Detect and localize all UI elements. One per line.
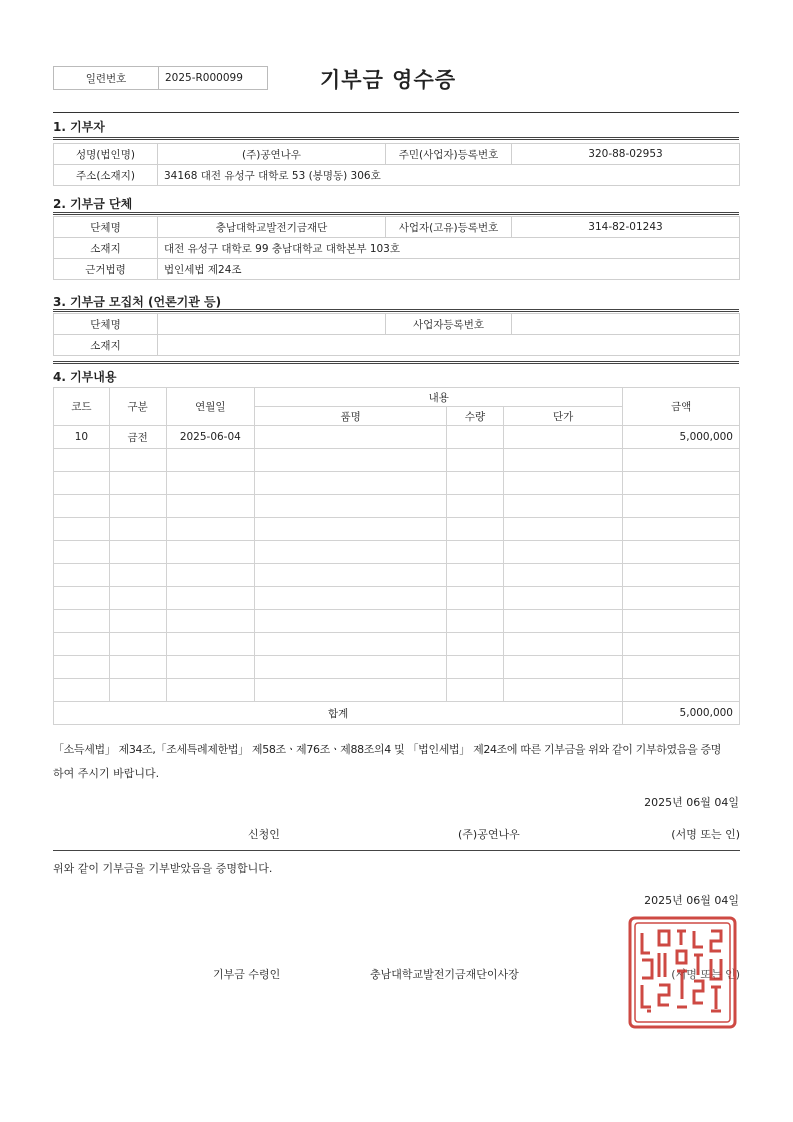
receiver-label: 기부금 수령인 [213, 968, 281, 981]
table-row-empty [54, 495, 740, 518]
org-name-label: 단체명 [54, 217, 158, 238]
donor-table [53, 143, 740, 186]
col-amount-header: 금액 [623, 388, 740, 426]
table-row-empty [54, 564, 740, 587]
section-details-heading: 4. 기부내용 [53, 370, 117, 384]
table-row-empty [54, 679, 740, 702]
section-donor-heading: 1. 기부자 [53, 120, 105, 134]
collector-reg-value [512, 314, 740, 335]
collector-reg-label: 사업자등록번호 [386, 314, 512, 335]
section-org-rule [53, 212, 739, 215]
certification-date: 2025년 06월 04일 [644, 894, 739, 907]
serial-value: 2025-R000099 [159, 67, 268, 90]
section-collector-rule [53, 309, 739, 312]
certification-text: 위와 같이 기부금을 기부받았음을 증명합니다. [53, 862, 273, 875]
collector-addr-label: 소재지 [54, 335, 158, 356]
donor-reg-value: 320-88-02953 [512, 144, 740, 165]
total-value: 5,000,000 [623, 702, 740, 725]
applicant-value: (주)공연나우 [458, 828, 520, 841]
row-amount: 5,000,000 [623, 426, 740, 449]
applicant-sign-note: (서명 또는 인) [671, 828, 740, 841]
total-row [54, 702, 740, 725]
top-divider [53, 112, 739, 113]
official-seal-icon [627, 915, 738, 1030]
details-table [53, 387, 740, 725]
receiver-sign-note: (서명 또는 인) [671, 968, 740, 981]
col-code-header: 코드 [54, 388, 110, 426]
col-date-header: 연월일 [166, 388, 255, 426]
statement-text [53, 738, 743, 786]
org-addr-value: 대전 유성구 대학로 99 충남대학교 대학본부 103호 [158, 238, 740, 259]
receiver-value: 충남대학교발전기금재단이사장 [370, 968, 519, 981]
statement-line-1: 「소득세법」 제34조,「조세특례제한법」 제58조ㆍ제76조ㆍ제88조의4 및 「법인세법」 제24조에 따른 기부금을 위와 같이 기부하였음을 증명 [53, 743, 722, 756]
section-details-rule [53, 361, 739, 364]
collector-name-label: 단체명 [54, 314, 158, 335]
col-unit-header: 단가 [503, 407, 622, 426]
col-qty-header: 수량 [447, 407, 504, 426]
section-collector-heading: 3. 기부금 모집처 (언론기관 등) [53, 295, 222, 309]
org-name-value: 충남대학교발전기금재단 [158, 217, 386, 238]
donor-name-label: 성명(법인명) [54, 144, 158, 165]
org-law-value: 법인세법 제24조 [158, 259, 740, 280]
col-content-header: 내용 [255, 388, 623, 407]
section-org-heading: 2. 기부금 단체 [53, 197, 133, 211]
table-row-empty [54, 449, 740, 472]
col-item-header: 품명 [255, 407, 447, 426]
serial-label: 일련번호 [54, 67, 159, 90]
total-label: 합계 [54, 702, 623, 725]
table-row-empty [54, 656, 740, 679]
table-row-empty [54, 633, 740, 656]
serial-box [53, 66, 268, 90]
donor-name-value: (주)공연나우 [158, 144, 386, 165]
section-donor-rule [53, 137, 739, 140]
statement-date: 2025년 06월 04일 [644, 796, 739, 809]
statement-line-2: 하여 주시기 바랍니다. [53, 767, 160, 780]
org-addr-label: 소재지 [54, 238, 158, 259]
table-row-empty [54, 587, 740, 610]
collector-table [53, 313, 740, 356]
collector-name-value [158, 314, 386, 335]
applicant-label: 신청인 [248, 828, 280, 841]
table-row-empty [54, 472, 740, 495]
table-row [54, 426, 740, 449]
org-reg-label: 사업자(고유)등록번호 [386, 217, 512, 238]
org-table [53, 216, 740, 280]
row-type: 금전 [109, 426, 166, 449]
collector-addr-value [158, 335, 740, 356]
row-unit [503, 426, 622, 449]
table-row-empty [54, 610, 740, 633]
row-qty [447, 426, 504, 449]
row-item [255, 426, 447, 449]
org-reg-value: 314-82-01243 [512, 217, 740, 238]
donor-reg-label: 주민(사업자)등록번호 [386, 144, 512, 165]
org-law-label: 근거법령 [54, 259, 158, 280]
col-type-header: 구분 [109, 388, 166, 426]
donor-addr-value: 34168 대전 유성구 대학로 53 (봉명동) 306호 [158, 165, 740, 186]
table-row-empty [54, 518, 740, 541]
page-title: 기부금 영수증 [320, 68, 457, 92]
donor-addr-label: 주소(소재지) [54, 165, 158, 186]
table-row-empty [54, 541, 740, 564]
row-code: 10 [54, 426, 110, 449]
row-date: 2025-06-04 [166, 426, 255, 449]
applicant-row [53, 826, 740, 851]
